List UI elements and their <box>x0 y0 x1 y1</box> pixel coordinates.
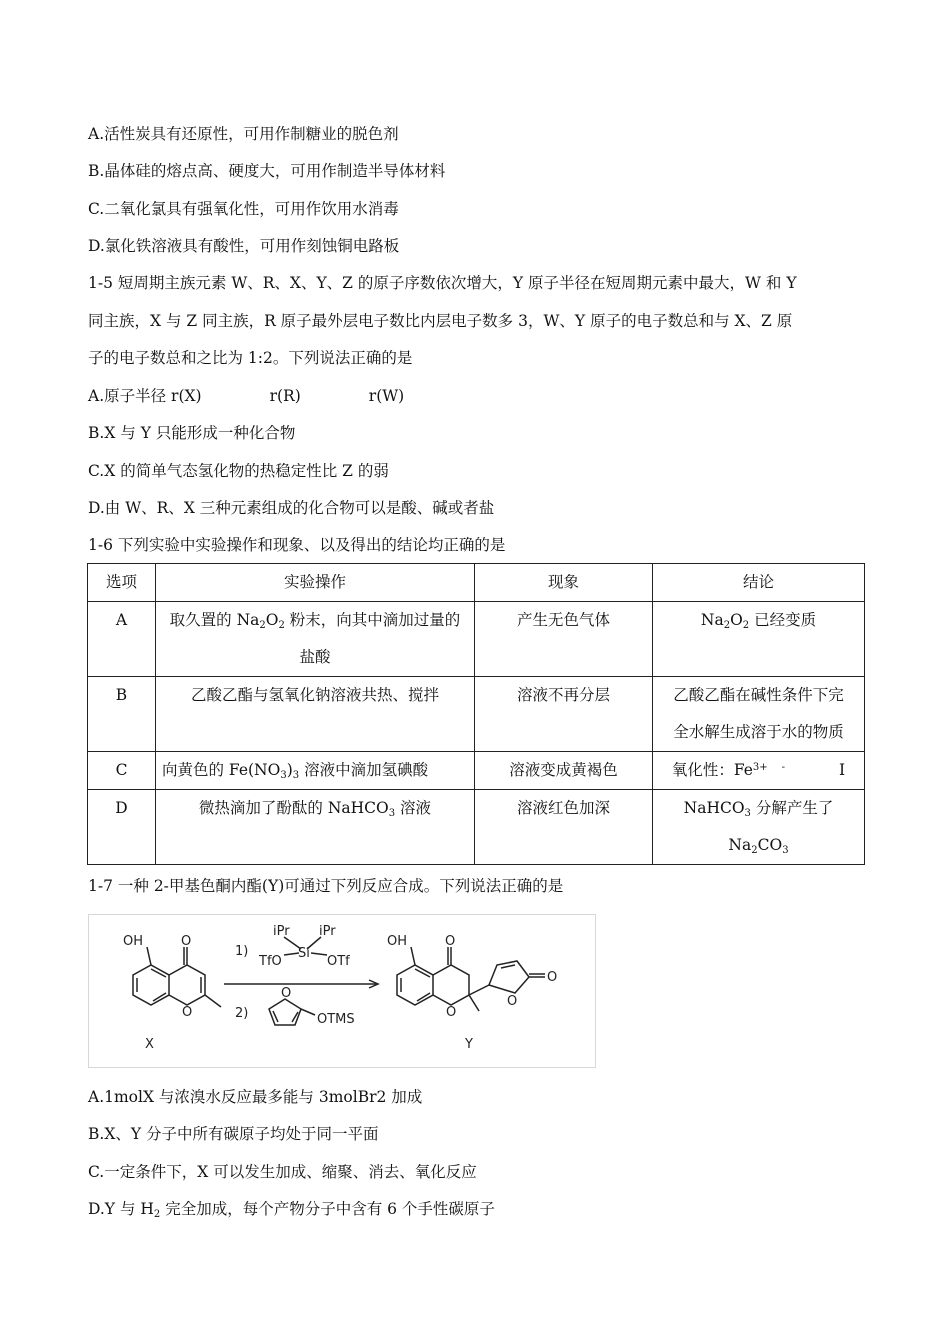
q4-option-a: A.活性炭具有还原性，可用作制糖业的脱色剂 <box>88 125 399 143</box>
ipr-label-1: iPr <box>273 924 290 939</box>
row-b-conclusion: 乙酸乙酯在碱性条件下完 全水解生成溶于水的物质 <box>653 677 865 752</box>
row-a-phenomenon: 产生无色气体 <box>475 602 653 677</box>
y-ketone-o-label: O <box>445 934 456 949</box>
y-oh-label: OH <box>387 934 408 949</box>
row-c-label: C <box>88 752 156 790</box>
q7-option-a: A.1molX 与浓溴水反应最多能与 3molBr2 加成 <box>88 1088 423 1106</box>
tfo-label: TfO <box>259 954 282 969</box>
row-b-phenomenon: 溶液不再分层 <box>475 677 653 752</box>
step-1-label: 1) <box>235 944 249 959</box>
row-b-operation: 乙酸乙酯与氢氧化钠溶液共热、搅拌 <box>156 677 475 752</box>
q5-stem-line3: 子的电子数总和之比为 1:2。下列说法正确的是 <box>88 349 413 367</box>
y-carbonyl-o-label: O <box>547 970 558 985</box>
row-d-operation: 微热滴加了酚酞的 NaHCO$_3$ 溶液 <box>156 790 475 865</box>
y-lactone-o-label: O <box>507 994 518 1009</box>
reaction-scheme-figure <box>88 914 596 1068</box>
q6-table <box>87 563 865 865</box>
row-c-operation: 向黄色的 $Fe(NO_3)_3$ 溶液中滴加氢碘酸 <box>156 752 475 790</box>
row-a-label: A <box>88 602 156 677</box>
q5-option-a-r-w: r(W) <box>368 387 405 405</box>
y-chromanone-ring <box>433 965 469 1005</box>
y-benzene-ring <box>397 965 433 1005</box>
row-d-conclusion: NaHCO$_3$ 分解产生了 $Na_2CO_3$ <box>653 790 865 865</box>
row-c-iodide: I <box>839 761 846 779</box>
ipr-label-2: iPr <box>319 924 336 939</box>
q7-option-c: C.一定条件下，X 可以发生加成、缩聚、消去、氧化反应 <box>88 1163 477 1181</box>
q5-option-d: D.由 W、R、X 三种元素组成的化合物可以是酸、碱或者盐 <box>88 499 495 517</box>
label-y: Y <box>465 1037 473 1052</box>
row-c-conclusion: 氧化性：$Fe^{3+}$ - I <box>653 752 865 790</box>
furan-o-label: O <box>281 986 292 1001</box>
reaction-scheme-svg <box>89 915 595 1067</box>
q7-option-d: D.Y 与 $H_2$ 完全加成，每个产物分子中含有 6 个手性碳原子 <box>88 1200 495 1220</box>
otf-label: OTf <box>327 954 350 969</box>
table-row-b <box>88 677 865 752</box>
table-row-c <box>88 752 865 790</box>
row-c-phenomenon: 溶液变成黄褐色 <box>475 752 653 790</box>
q7-stem: 1-7 一种 2-甲基色酮内酯(Y)可通过下列反应合成。下列说法正确的是 <box>88 877 564 895</box>
x-pyranone-ring <box>169 965 205 1005</box>
row-a-operation: 取久置的 $Na_2O_2$ 粉末，向其中滴加过量的 盐酸 <box>156 602 475 677</box>
q5-stem-line1: 1-5 短周期主族元素 W、R、X、Y、Z 的原子序数依次增大，Y 原子半径在短周期元素中最大，W 和 Y <box>88 274 797 292</box>
otms-label: OTMS <box>317 1012 355 1027</box>
label-x: X <box>145 1037 154 1052</box>
table-header-row <box>88 564 865 602</box>
table-row-a <box>88 602 865 677</box>
header-option: 选项 <box>88 564 156 602</box>
step-2-label: 2) <box>235 1006 249 1021</box>
row-b-label: B <box>88 677 156 752</box>
q5-option-c: C.X 的简单气态氢化物的热稳定性比 Z 的弱 <box>88 462 389 480</box>
header-operation: 实验操作 <box>156 564 475 602</box>
header-conclusion: 结论 <box>653 564 865 602</box>
row-d-phenomenon: 溶液红色加深 <box>475 790 653 865</box>
q5-option-a <box>88 386 404 406</box>
x-benzene-ring <box>133 965 169 1005</box>
row-a-conclusion: $Na_2O_2$ 已经变质 <box>653 602 865 677</box>
x-oh-label: OH <box>123 934 144 949</box>
y-ring-o-label: O <box>446 1005 457 1020</box>
x-ring-o-label: O <box>182 1005 193 1020</box>
header-phenomenon: 现象 <box>475 564 653 602</box>
q5-option-a-r-r: r(R) <box>269 387 301 405</box>
x-ketone-o-label: O <box>181 934 192 949</box>
q4-option-b: B.晶体硅的熔点高、硬度大，可用作制造半导体材料 <box>88 162 446 180</box>
q6-stem: 1-6 下列实验中实验操作和现象、以及得出的结论均正确的是 <box>88 536 506 554</box>
row-d-label: D <box>88 790 156 865</box>
q5-stem-line2: 同主族，X 与 Z 同主族，R 原子最外层电子数比内层电子数多 3，W、Y 原子的电子数总和与 X、Z 原 <box>88 312 793 330</box>
si-label: Si <box>298 946 310 961</box>
q5-option-b: B.X 与 Y 只能形成一种化合物 <box>88 424 296 442</box>
q4-option-c: C.二氧化氯具有强氧化性，可用作饮用水消毒 <box>88 200 399 218</box>
q4-option-d: D.氯化铁溶液具有酸性，可用作刻蚀铜电路板 <box>88 237 400 255</box>
q5-option-a-prefix: A.原子半径 r(X) <box>88 387 202 405</box>
table-row-d <box>88 790 865 865</box>
q7-option-b: B.X、Y 分子中所有碳原子均处于同一平面 <box>88 1125 379 1143</box>
